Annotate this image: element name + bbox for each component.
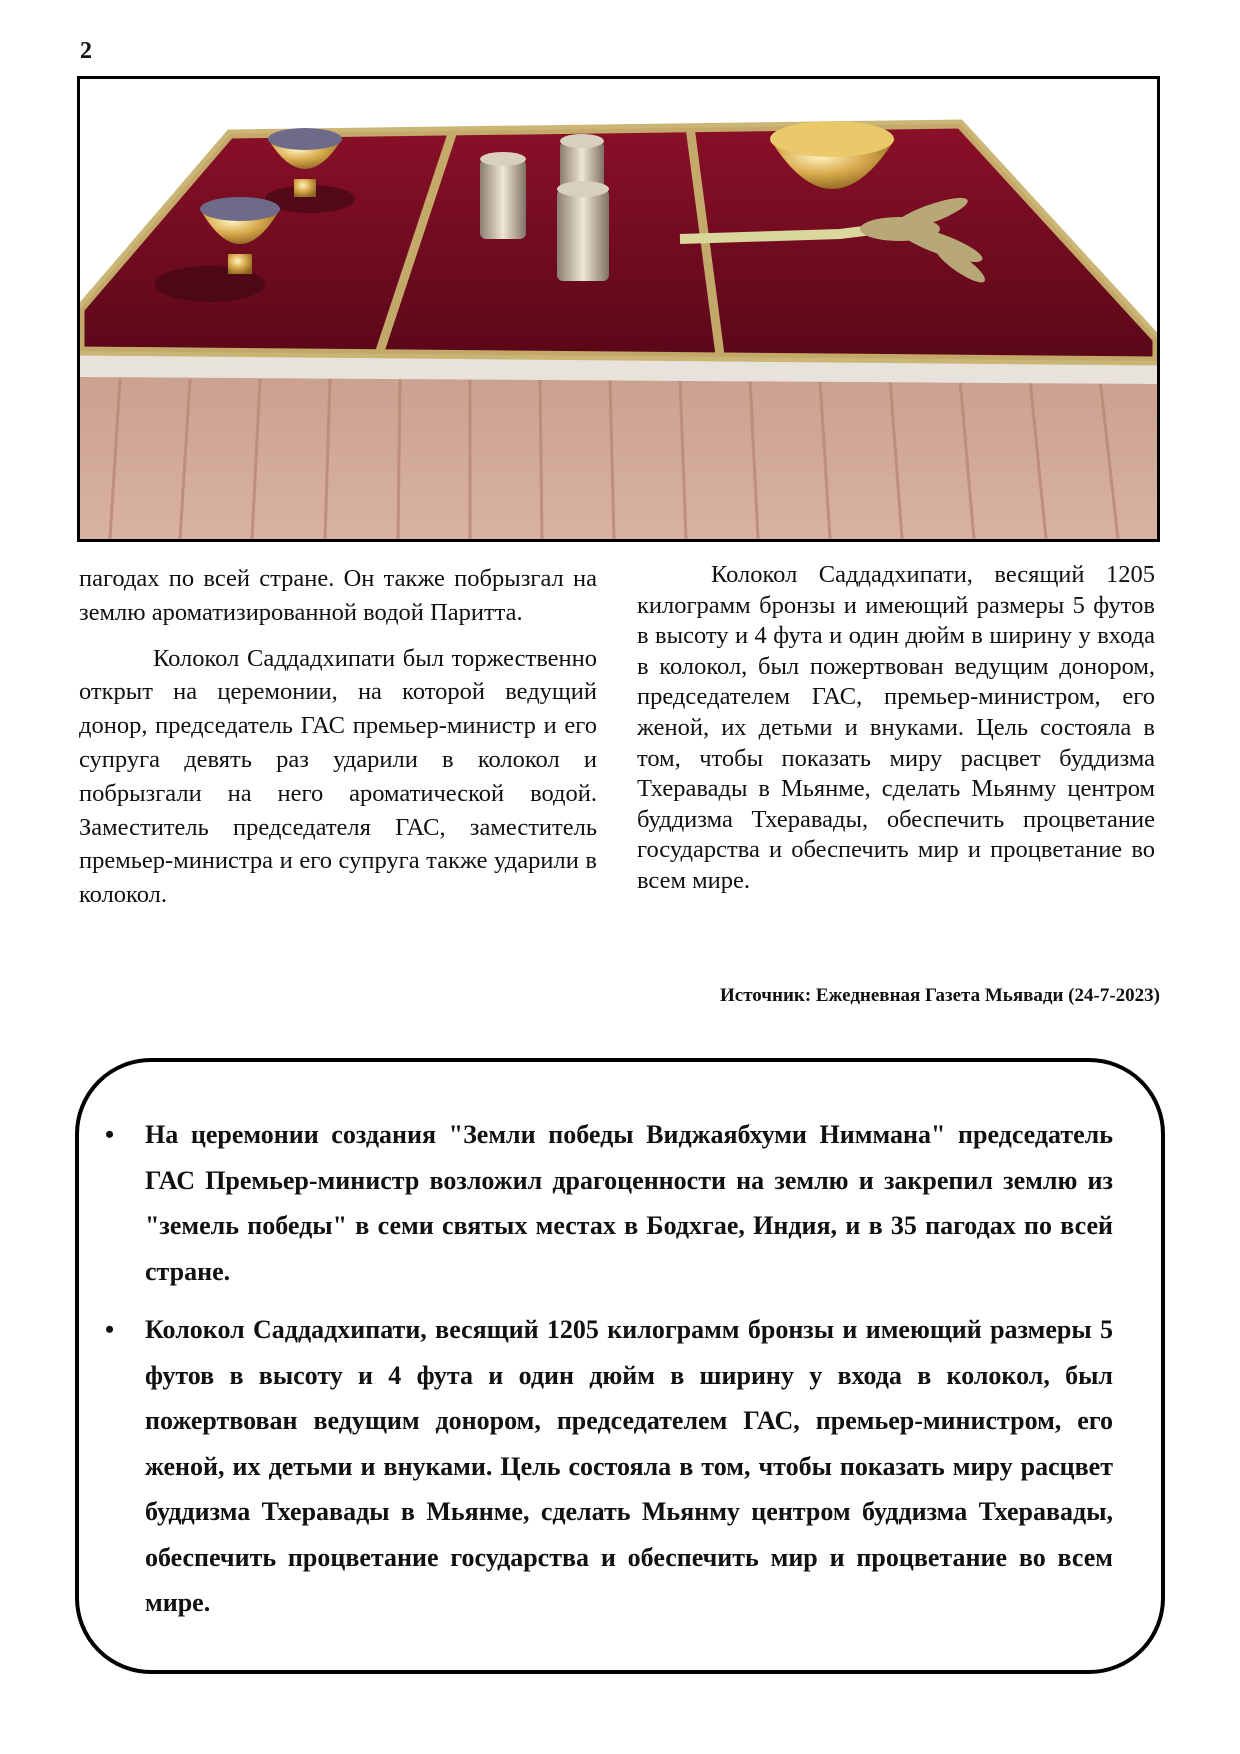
- ceremony-table-photo: [77, 76, 1160, 542]
- right-column: [637, 560, 1155, 897]
- summary-bullet-2: • Колокол Саддадхипати, весящий 1205 килограмм бронзы и имеющий размеры 5 футов в высоту и 4 фута и один дюйм в ширину у входа в колокол, был пожертвован ведущим донором, председателем ГАС, премьер-министром, его женой, их детьми и внуками. Цель состояла в том, чтобы показать миру расцвет буддизма Тхеравады в Мьянме, сделать Мьянму центром буддизма Тхеравады, обеспечить процветание государства и обеспечить мир и процветание во всем мире.: [145, 1307, 1113, 1626]
- summary-list: [145, 1112, 1113, 1626]
- summary-box: [75, 1058, 1165, 1674]
- source-citation: Источник: Ежедневная Газета Мьявади (24-7-2023): [720, 985, 1160, 1006]
- summary-bullet-1: • На церемонии создания "Земли победы Виджаябхуми Ниммана" председатель ГАС Премьер-министр возложил драгоценности на землю и закрепил землю из "земель победы" в семи святых местах в Бодхгае, Индия, и в 35 пагодах по всей стране.: [145, 1112, 1113, 1294]
- photo-illustration: [80, 79, 1157, 539]
- left-paragraph-2: Колокол Саддадхипати был торжественно открыт на церемонии, на которой ведущий донор, председатель ГАС премьер-министр и его супруга девять раз ударили в колокол и побрызгали на него ароматической водой. Заместитель председателя ГАС, заместитель премьер-министра и его супруга также ударили в колокол.: [79, 644, 597, 909]
- left-column: [79, 562, 597, 912]
- page-number: 2: [80, 38, 92, 64]
- left-paragraph-1: пагодах по всей стране. Он также побрызгал на землю ароматизированной водой Паритта.: [79, 565, 597, 626]
- right-paragraph-1: Колокол Саддадхипати, весящий 1205 килограмм бронзы и имеющий размеры 5 футов в высоту и 4 фута и один дюйм в ширину у входа в колокол, был пожертвован ведущим донором, председателем ГАС, премьер-министром, его женой, их детьми и внуками. Цель состояла в том, чтобы показать миру расцвет буддизма Тхеравады в Мьянме, сделать Мьянму центром буддизма Тхеравады, обеспечить процветание государства и обеспечить мир и процветание во всем мире.: [637, 561, 1155, 894]
